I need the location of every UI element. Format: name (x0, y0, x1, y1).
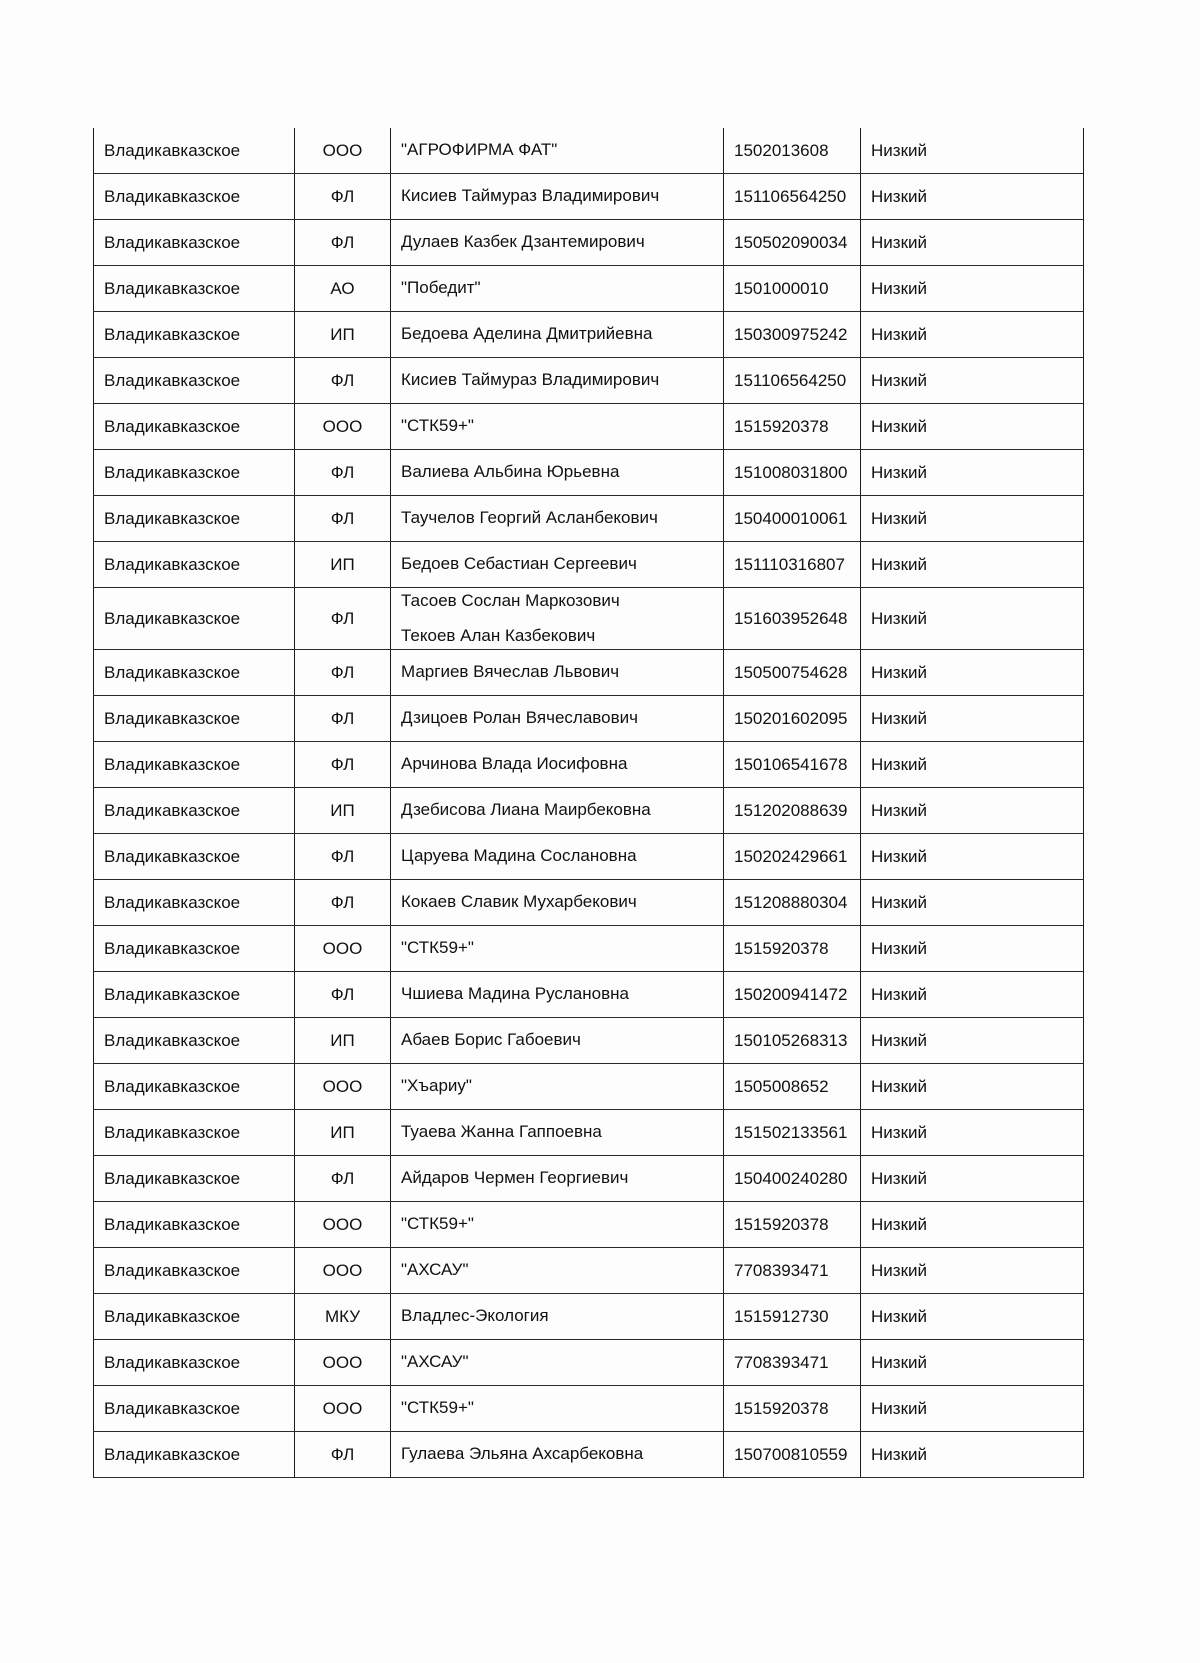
risk-level-cell: Низкий (861, 174, 1084, 220)
name-line: "АХСАУ" (401, 1352, 469, 1372)
region-cell: Владикавказское (94, 1386, 295, 1432)
entity-type-cell: ИП (295, 1018, 391, 1064)
table-row (94, 220, 1084, 266)
table-row (94, 174, 1084, 220)
risk-level-cell: Низкий (861, 1248, 1084, 1294)
table-row (94, 128, 1084, 174)
region-cell: Владикавказское (94, 404, 295, 450)
risk-level-cell: Низкий (861, 1340, 1084, 1386)
table-row (94, 1110, 1084, 1156)
inn-cell: 1515912730 (724, 1294, 861, 1340)
entity-type-cell: ФЛ (295, 588, 391, 650)
inn-cell: 150700810559 (724, 1432, 861, 1478)
table-row (94, 404, 1084, 450)
inn-cell: 150106541678 (724, 742, 861, 788)
table-row (94, 650, 1084, 696)
table-row (94, 880, 1084, 926)
region-cell: Владикавказское (94, 1064, 295, 1110)
name-line: Кисиев Таймураз Владимирович (401, 186, 660, 206)
name-cell (391, 742, 724, 788)
name-cell (391, 696, 724, 742)
entity-type-cell: ООО (295, 128, 391, 174)
name-line: "СТК59+" (401, 1214, 474, 1234)
region-cell: Владикавказское (94, 220, 295, 266)
entity-type-cell: ИП (295, 312, 391, 358)
risk-level-cell: Низкий (861, 880, 1084, 926)
entity-type-cell: ООО (295, 404, 391, 450)
region-cell: Владикавказское (94, 880, 295, 926)
table-row (94, 1386, 1084, 1432)
risk-level-cell: Низкий (861, 588, 1084, 650)
name-cell (391, 496, 724, 542)
name-cell (391, 1202, 724, 1248)
inn-cell: 151502133561 (724, 1110, 861, 1156)
name-cell (391, 1340, 724, 1386)
table-row (94, 972, 1084, 1018)
risk-level-cell: Низкий (861, 650, 1084, 696)
risk-level-cell: Низкий (861, 742, 1084, 788)
region-cell: Владикавказское (94, 496, 295, 542)
name-cell (391, 1294, 724, 1340)
region-cell: Владикавказское (94, 926, 295, 972)
inn-cell: 150500754628 (724, 650, 861, 696)
name-line: Туаева Жанна Гаппоевна (401, 1122, 602, 1142)
table-row (94, 1064, 1084, 1110)
entity-type-cell: ФЛ (295, 1432, 391, 1478)
name-line: "СТК59+" (401, 938, 474, 958)
name-line: Дулаев Казбек Дзантемирович (401, 232, 645, 252)
inn-cell: 1505008652 (724, 1064, 861, 1110)
name-cell (391, 1248, 724, 1294)
table-row (94, 1340, 1084, 1386)
table-row (94, 542, 1084, 588)
region-cell: Владикавказское (94, 266, 295, 312)
inn-cell: 1515920378 (724, 926, 861, 972)
table-row (94, 358, 1084, 404)
region-cell: Владикавказское (94, 450, 295, 496)
region-cell: Владикавказское (94, 650, 295, 696)
inn-cell: 150400240280 (724, 1156, 861, 1202)
risk-level-cell: Низкий (861, 128, 1084, 174)
inn-cell: 1515920378 (724, 1386, 861, 1432)
name-line: Абаев Борис Габоевич (401, 1030, 581, 1050)
inn-cell: 7708393471 (724, 1340, 861, 1386)
inn-cell: 150202429661 (724, 834, 861, 880)
entity-type-cell: ФЛ (295, 1156, 391, 1202)
entity-type-cell: ФЛ (295, 358, 391, 404)
inn-cell: 151008031800 (724, 450, 861, 496)
name-cell (391, 1432, 724, 1478)
name-line: Чшиева Мадина Руслановна (401, 984, 629, 1004)
region-cell: Владикавказское (94, 542, 295, 588)
registry-table-body (94, 128, 1084, 1478)
table-row (94, 1248, 1084, 1294)
name-cell (391, 174, 724, 220)
name-cell (391, 404, 724, 450)
table-row (94, 742, 1084, 788)
risk-level-cell: Низкий (861, 788, 1084, 834)
entity-type-cell: ФЛ (295, 972, 391, 1018)
inn-cell: 150200941472 (724, 972, 861, 1018)
risk-level-cell: Низкий (861, 404, 1084, 450)
name-cell (391, 542, 724, 588)
name-cell (391, 220, 724, 266)
region-cell: Владикавказское (94, 1248, 295, 1294)
name-line: Кисиев Таймураз Владимирович (401, 370, 660, 390)
entity-type-cell: ФЛ (295, 174, 391, 220)
table-row (94, 1156, 1084, 1202)
name-cell (391, 450, 724, 496)
name-line: Царуева Мадина Сослановна (401, 846, 637, 866)
name-line: "Победит" (401, 278, 481, 298)
region-cell: Владикавказское (94, 1340, 295, 1386)
risk-level-cell: Низкий (861, 220, 1084, 266)
inn-cell: 1501000010 (724, 266, 861, 312)
region-cell: Владикавказское (94, 972, 295, 1018)
inn-cell: 151202088639 (724, 788, 861, 834)
table-row (94, 496, 1084, 542)
inn-cell: 1502013608 (724, 128, 861, 174)
name-line: Владлес-Экология (401, 1306, 549, 1326)
entity-type-cell: ФЛ (295, 220, 391, 266)
name-cell (391, 1156, 724, 1202)
region-cell: Владикавказское (94, 174, 295, 220)
entity-type-cell: ФЛ (295, 834, 391, 880)
registry-table (93, 128, 1084, 1478)
entity-type-cell: МКУ (295, 1294, 391, 1340)
region-cell: Владикавказское (94, 1110, 295, 1156)
table-row (94, 588, 1084, 650)
name-line: "Хъариу" (401, 1076, 472, 1096)
table-row (94, 834, 1084, 880)
table-row (94, 926, 1084, 972)
inn-cell: 151603952648 (724, 588, 861, 650)
name-line: Кокаев Славик Мухарбекович (401, 892, 637, 912)
risk-level-cell: Низкий (861, 542, 1084, 588)
table-row (94, 788, 1084, 834)
region-cell: Владикавказское (94, 834, 295, 880)
region-cell: Владикавказское (94, 358, 295, 404)
entity-type-cell: ФЛ (295, 742, 391, 788)
table-row (94, 1018, 1084, 1064)
inn-cell: 7708393471 (724, 1248, 861, 1294)
inn-cell: 151208880304 (724, 880, 861, 926)
region-cell: Владикавказское (94, 788, 295, 834)
name-cell (391, 788, 724, 834)
inn-cell: 150300975242 (724, 312, 861, 358)
entity-type-cell: ООО (295, 926, 391, 972)
inn-cell: 151110316807 (724, 542, 861, 588)
name-cell (391, 588, 724, 650)
risk-level-cell: Низкий (861, 1018, 1084, 1064)
entity-type-cell: ООО (295, 1386, 391, 1432)
entity-type-cell: ФЛ (295, 496, 391, 542)
table-row (94, 1432, 1084, 1478)
region-cell: Владикавказское (94, 1202, 295, 1248)
name-line: "СТК59+" (401, 1398, 474, 1418)
name-line: Дзицоев Ролан Вячеславович (401, 708, 638, 728)
inn-cell: 151106564250 (724, 358, 861, 404)
table-row (94, 450, 1084, 496)
risk-level-cell: Низкий (861, 450, 1084, 496)
name-line: Бедоева Аделина Дмитрийевна (401, 324, 653, 344)
risk-level-cell: Низкий (861, 834, 1084, 880)
name-cell (391, 1018, 724, 1064)
region-cell: Владикавказское (94, 588, 295, 650)
table-row (94, 266, 1084, 312)
name-cell (391, 880, 724, 926)
risk-level-cell: Низкий (861, 696, 1084, 742)
region-cell: Владикавказское (94, 128, 295, 174)
entity-type-cell: ООО (295, 1248, 391, 1294)
name-cell (391, 834, 724, 880)
table-row (94, 696, 1084, 742)
entity-type-cell: ООО (295, 1340, 391, 1386)
region-cell: Владикавказское (94, 1294, 295, 1340)
name-cell (391, 1064, 724, 1110)
entity-type-cell: ФЛ (295, 696, 391, 742)
entity-type-cell: ИП (295, 788, 391, 834)
name-line: Тасоев Сослан Маркозович (401, 590, 620, 610)
entity-type-cell: ООО (295, 1202, 391, 1248)
inn-cell: 150201602095 (724, 696, 861, 742)
region-cell: Владикавказское (94, 1156, 295, 1202)
region-cell: Владикавказское (94, 696, 295, 742)
name-line: Арчинова Влада Иосифовна (401, 754, 628, 774)
risk-level-cell: Низкий (861, 312, 1084, 358)
risk-level-cell: Низкий (861, 496, 1084, 542)
name-cell (391, 128, 724, 174)
name-cell (391, 926, 724, 972)
name-cell (391, 1110, 724, 1156)
name-line: "СТК59+" (401, 416, 474, 436)
name-line: Таучелов Георгий Асланбекович (401, 508, 658, 528)
table-row (94, 312, 1084, 358)
name-line: Бедоев Себастиан Сергеевич (401, 554, 637, 574)
risk-level-cell: Низкий (861, 1110, 1084, 1156)
table-row (94, 1202, 1084, 1248)
name-cell (391, 358, 724, 404)
risk-level-cell: Низкий (861, 926, 1084, 972)
name-line: Айдаров Чермен Георгиевич (401, 1168, 629, 1188)
name-line: Валиева Альбина Юрьевна (401, 462, 620, 482)
risk-level-cell: Низкий (861, 1064, 1084, 1110)
name-cell (391, 266, 724, 312)
name-line: "АГРОФИРМА ФАТ" (401, 140, 558, 160)
inn-cell: 150105268313 (724, 1018, 861, 1064)
risk-level-cell: Низкий (861, 1294, 1084, 1340)
inn-cell: 151106564250 (724, 174, 861, 220)
region-cell: Владикавказское (94, 1018, 295, 1064)
entity-type-cell: ИП (295, 1110, 391, 1156)
risk-level-cell: Низкий (861, 1386, 1084, 1432)
inn-cell: 1515920378 (724, 404, 861, 450)
inn-cell: 150400010061 (724, 496, 861, 542)
entity-type-cell: ООО (295, 1064, 391, 1110)
name-line: Маргиев Вячеслав Львович (401, 662, 620, 682)
region-cell: Владикавказское (94, 742, 295, 788)
name-cell (391, 972, 724, 1018)
risk-level-cell: Низкий (861, 1156, 1084, 1202)
risk-level-cell: Низкий (861, 1432, 1084, 1478)
name-cell (391, 650, 724, 696)
name-line: Текоев Алан Казбекович (401, 625, 596, 645)
name-line: "АХСАУ" (401, 1260, 469, 1280)
entity-type-cell: ФЛ (295, 450, 391, 496)
entity-type-cell: АО (295, 266, 391, 312)
region-cell: Владикавказское (94, 1432, 295, 1478)
inn-cell: 150502090034 (724, 220, 861, 266)
entity-type-cell: ФЛ (295, 650, 391, 696)
region-cell: Владикавказское (94, 312, 295, 358)
name-line: Гулаева Эльяна Ахсарбековна (401, 1444, 644, 1464)
risk-level-cell: Низкий (861, 1202, 1084, 1248)
entity-type-cell: ИП (295, 542, 391, 588)
entity-type-cell: ФЛ (295, 880, 391, 926)
risk-level-cell: Низкий (861, 358, 1084, 404)
risk-level-cell: Низкий (861, 266, 1084, 312)
risk-level-cell: Низкий (861, 972, 1084, 1018)
name-cell (391, 312, 724, 358)
name-line: Дзебисова Лиана Маирбековна (401, 800, 651, 820)
table-row (94, 1294, 1084, 1340)
inn-cell: 1515920378 (724, 1202, 861, 1248)
name-cell (391, 1386, 724, 1432)
